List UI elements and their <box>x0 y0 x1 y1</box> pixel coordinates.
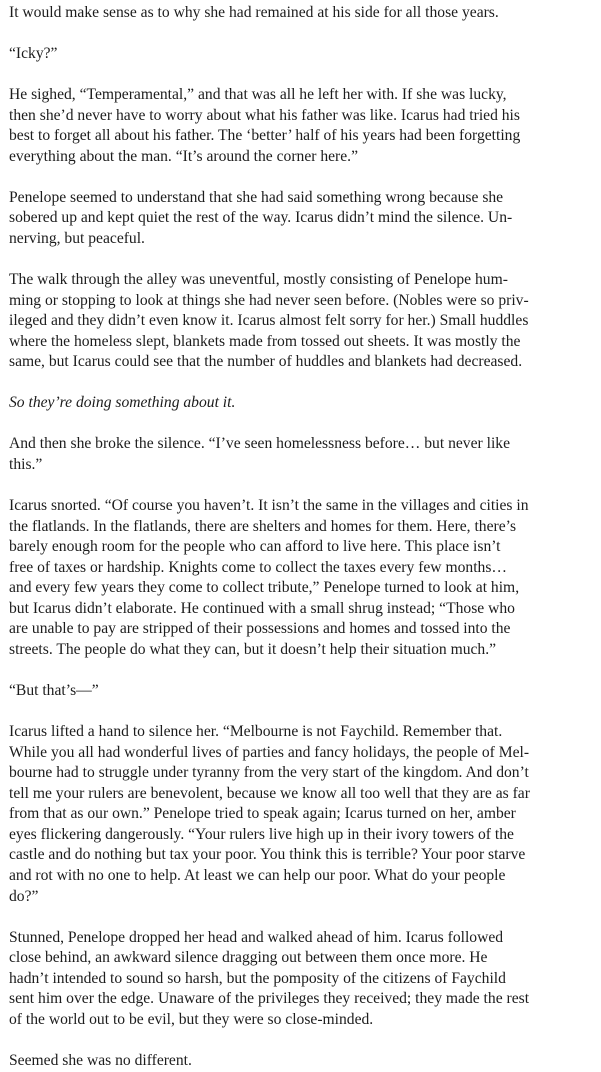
text-line: streets. The people do what they can, but it doesn’t help their situation much.” <box>9 640 497 658</box>
text-line: best to forget all about his father. The ‘better’ half of his years had been forgetting <box>9 127 521 145</box>
text-line: ileged and they didn’t even know it. Icarus almost felt sorry for her.) Small huddles <box>9 312 529 330</box>
text-line: this.” <box>9 456 43 474</box>
text-line: free of taxes or hardship. Knights come to collect the taxes every few months… <box>9 558 507 576</box>
text-line: castle and do nothing but tax your poor. You think this is terrible? Your poor starve <box>9 846 526 864</box>
paragraph <box>9 722 595 907</box>
paragraph <box>9 928 595 1031</box>
paragraph <box>9 496 595 660</box>
text-line: “Icky?” <box>9 45 58 63</box>
text-line: Seemed she was no different. <box>9 1051 192 1069</box>
paragraph <box>9 270 595 373</box>
text-line: and rot with no one to help. At least we can help our poor. What do your people <box>9 866 506 884</box>
text-line: Icarus lifted a hand to silence her. “Melbourne is not Faychild. Remember that. <box>9 723 503 741</box>
text-line: ming or stopping to look at things she had never seen before. (Nobles were so priv- <box>9 291 529 309</box>
text-line: close behind, an awkward silence dragging out between them once more. He <box>9 949 488 967</box>
text-line: So they’re doing something about it. <box>9 394 236 412</box>
paragraph <box>9 3 595 24</box>
text-line: Penelope seemed to understand that she had said something wrong because she <box>9 188 504 206</box>
text-line: He sighed, “Temperamental,” and that was all he left her with. If she was lucky, <box>9 86 507 104</box>
paragraph <box>9 85 595 167</box>
text-line: eyes flickering dangerously. “Your rulers live high up in their ivory towers of the <box>9 825 514 843</box>
text-line: barely enough room for the people who can afford to live here. This place isn’t <box>9 538 501 556</box>
paragraph <box>9 1051 595 1072</box>
text-line: tell me your rulers are benevolent, because we know all too well that they are as far <box>9 784 530 802</box>
text-line: sobered up and kept quiet the rest of the way. Icarus didn’t mind the silence. Un- <box>9 209 513 227</box>
text-line: do?” <box>9 887 39 905</box>
paragraph <box>9 393 595 414</box>
text-line: “But that’s—” <box>9 682 99 700</box>
text-line: Icarus snorted. “Of course you haven’t. It isn’t the same in the villages and cities in <box>9 497 529 515</box>
text-line: sent him over the edge. Unaware of the privileges they received; they made the rest <box>9 990 530 1008</box>
paragraph <box>9 681 595 702</box>
text-line: same, but Icarus could see that the number of huddles and blankets had decreased. <box>9 353 523 371</box>
text-line: It would make sense as to why she had remained at his side for all those years. <box>9 4 499 21</box>
text-line: and every few years they come to collect tribute,” Penelope turned to look at him, <box>9 579 520 597</box>
text-line: nerving, but peaceful. <box>9 230 145 248</box>
text-line: then she’d never have to worry about what his father was like. Icarus had tried his <box>9 106 520 124</box>
text-line: the flatlands. In the flatlands, there are shelters and homes for them. Here, there’s <box>9 517 517 535</box>
text-line: bourne had to struggle under tyranny from the very start of the kingdom. And don’t <box>9 764 529 782</box>
text-line: And then she broke the silence. “I’ve seen homelessness before… but never like <box>9 435 510 453</box>
text-line: are unable to pay are stripped of their possessions and homes and tossed into the <box>9 620 511 638</box>
text-line: While you all had wonderful lives of parties and fancy holidays, the people of Mel- <box>9 743 530 761</box>
text-line: everything about the man. “It’s around the corner here.” <box>9 147 358 165</box>
text-line: The walk through the alley was uneventful, mostly consisting of Penelope hum- <box>9 271 508 289</box>
text-line: but Icarus didn’t elaborate. He continued with a small shrug instead; “Those who <box>9 599 515 617</box>
text-line: from that as our own.” Penelope tried to speak again; Icarus turned on her, amber <box>9 805 516 823</box>
text-line: hadn’t intended to sound so harsh, but the pomposity of the citizens of Faychild <box>9 969 506 987</box>
paragraph <box>9 188 595 250</box>
paragraph <box>9 44 595 65</box>
paragraph <box>9 434 595 475</box>
text-line: of the world out to be evil, but they were so close-minded. <box>9 1010 374 1028</box>
text-line: where the homeless slept, blankets made from tossed out sheets. It was mostly the <box>9 332 521 350</box>
text-line: Stunned, Penelope dropped her head and walked ahead of him. Icarus followed <box>9 928 504 946</box>
